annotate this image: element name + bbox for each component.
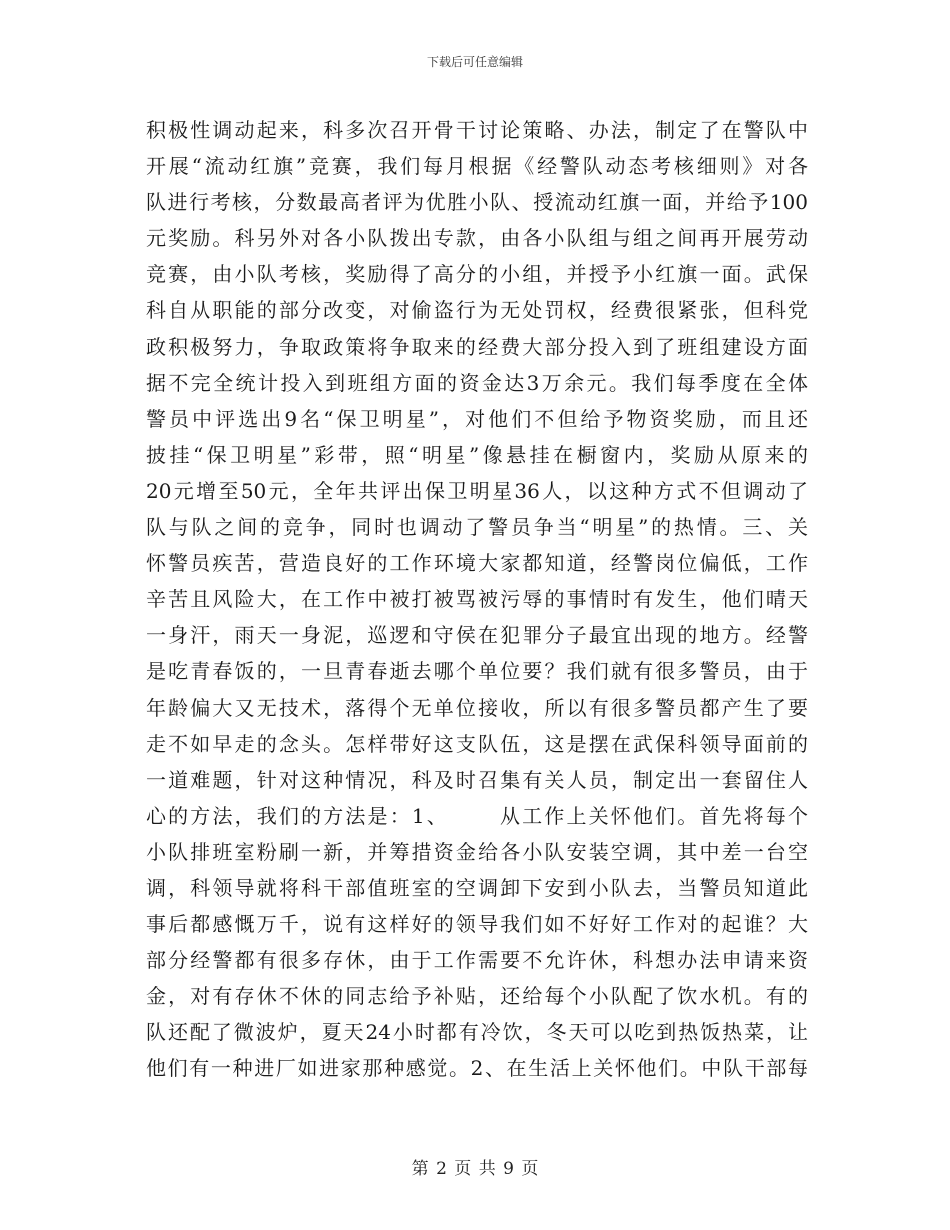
body-line: 调，科领导就将科干部值班室的空调卸下安到小队去，当警员知道此: [146, 875, 808, 900]
body-line: 部分经警都有很多存休，由于工作需要不允许休，科想办法申请来资: [146, 948, 808, 973]
body-line: 科自从职能的部分改变，对偷盗行为无处罚权，经费很紧张，但科党: [146, 298, 808, 323]
body-line: 据不完全统计投入到班组方面的资金达3万余元。我们每季度在全体: [146, 370, 808, 395]
body-line: 事后都感慨万千，说有这样好的领导我们如不好好工作对的起谁？大: [146, 912, 808, 937]
body-line: 开展“流动红旗”竞赛，我们每月根据《经警队动态考核细则》对各: [146, 154, 808, 179]
body-line: 披挂“保卫明星”彩带，照“明星”像悬挂在橱窗内，奖励从原来的: [146, 442, 808, 467]
body-line: 警员中评选出9名“保卫明星”，对他们不但给予物资奖励，而且还: [146, 406, 808, 431]
body-line: 小队排班室粉刷一新，并筹措资金给各小队安装空调，其中差一台空: [146, 839, 808, 864]
document-body: [146, 112, 808, 1087]
body-line: 一道难题，针对这种情况，科及时召集有关人员，制定出一套留住人: [146, 767, 808, 792]
body-line: 走不如早走的念头。怎样带好这支队伍，这是摆在武保科领导面前的: [146, 731, 808, 756]
body-line: 怀警员疾苦，营造良好的工作环境大家都知道，经警岗位偏低，工作: [146, 551, 808, 576]
body-line: 年龄偏大又无技术，落得个无单位接收，所以有很多警员都产生了要: [146, 695, 808, 720]
body-line: 辛苦且风险大，在工作中被打被骂被污辱的事情时有发生，他们晴天: [146, 587, 808, 612]
body-line: 20元增至50元，全年共评出保卫明星36人，以这种方式不但调动了: [146, 478, 808, 503]
body-line: 心的方法，我们的方法是：1、 从工作上关怀他们。首先将每个: [146, 803, 808, 828]
body-line: 金，对有存休不休的同志给予补贴，还给每个小队配了饮水机。有的: [146, 984, 808, 1009]
body-line: 竞赛，由小队考核，奖励得了高分的小组，并授予小红旗一面。武保: [146, 262, 808, 287]
body-line: 队与队之间的竞争，同时也调动了警员争当“明星”的热情。三、关: [146, 515, 808, 540]
body-line: 他们有一种进厂如进家那种感觉。2、在生活上关怀他们。中队干部每: [146, 1056, 808, 1081]
body-line: 队进行考核，分数最高者评为优胜小队、授流动红旗一面，并给予100: [146, 190, 808, 215]
body-line: 队还配了微波炉，夏天24小时都有冷饮，冬天可以吃到热饭热菜，让: [146, 1020, 808, 1045]
body-line: 是吃青春饭的，一旦青春逝去哪个单位要？我们就有很多警员，由于: [146, 659, 808, 684]
body-line: 一身汗，雨天一身泥，巡逻和守侯在犯罪分子最宜出现的地方。经警: [146, 623, 808, 648]
body-line: 积极性调动起来，科多次召开骨干讨论策略、办法，制定了在警队中: [146, 118, 808, 142]
body-line: 政积极努力，争取政策将争取来的经费大部分投入到了班组建设方面: [146, 334, 808, 359]
page-number: 第 2 页 共 9 页: [411, 1159, 539, 1179]
page-header-note: 下载后可任意编辑: [426, 55, 523, 69]
body-line: 元奖励。科另外对各小队拨出专款，由各小队组与组之间再开展劳动: [146, 226, 808, 251]
